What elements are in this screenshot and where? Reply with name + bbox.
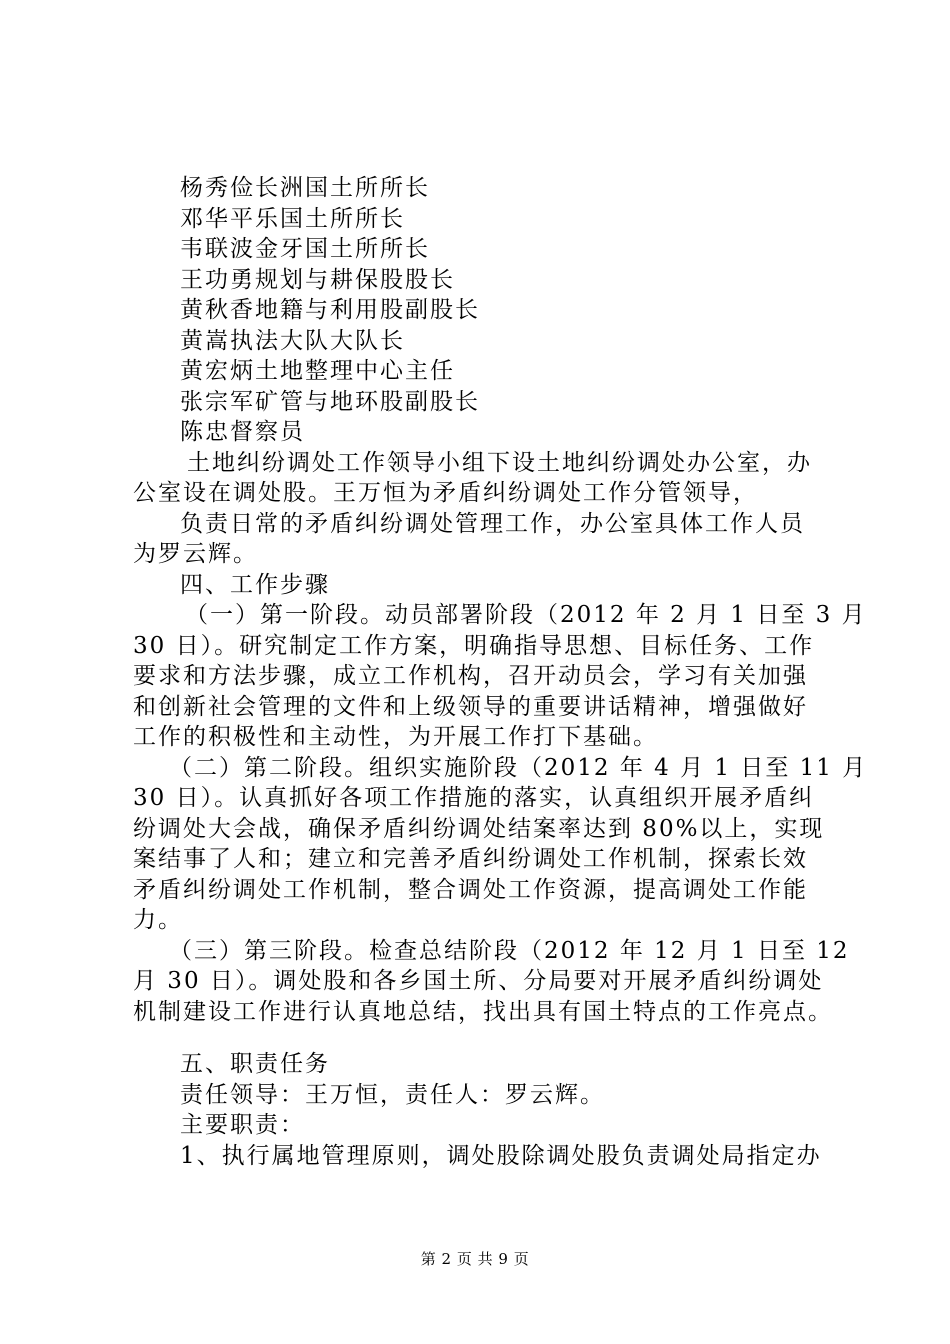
document-body — [133, 173, 868, 1171]
paragraph-line: 案结事了人和；建立和完善矛盾纠纷调处工作机制，探索长效 — [133, 846, 808, 872]
member-line: 黄嵩执法大队大队长 — [180, 327, 405, 354]
member-line: 韦联波金牙国土所所长 — [180, 236, 430, 262]
paragraph-line: 纷调处大会战，确保矛盾纠纷调处结案率达到 80%以上，实现 — [133, 815, 825, 842]
member-line: 张宗军矿管与地环股副股长 — [180, 388, 480, 415]
paragraph-line: （二）第二阶段。组织实施阶段（2012 年 4 月 1 日至 11 月 — [169, 754, 868, 781]
paragraph-line: 公室设在调处股。王万恒为矛盾纠纷调处工作分管领导， — [133, 480, 758, 506]
member-line: 黄宏炳土地整理中心主任 — [180, 358, 455, 384]
paragraph-line: 为罗云辉。 — [133, 541, 258, 567]
paragraph-line: 30 日）。研究制定工作方案，明确指导思想、目标任务、工作 — [133, 632, 815, 659]
page-footer: 第 2 页 共 9 页 — [420, 1250, 530, 1268]
paragraph-line: （一）第一阶段。动员部署阶段（2012 年 2 月 1 日至 3 月 — [185, 602, 867, 628]
paragraph-line: 土地纠纷调处工作领导小组下设土地纠纷调处办公室，办 — [187, 449, 812, 476]
paragraph-gap — [133, 1027, 853, 1049]
paragraph-line: 30 日）。认真抓好各项工作措施的落实，认真组织开展矛盾纠 — [133, 785, 815, 811]
paragraph-line: 1、执行属地管理原则，调处股除调处股负责调处局指定办 — [180, 1142, 822, 1169]
section-heading: 四、工作步骤 — [180, 571, 330, 598]
member-line: 邓华平乐国土所所长 — [180, 205, 405, 232]
member-line: 王功勇规划与耕保股股长 — [180, 266, 455, 293]
paragraph-line: 要求和方法步骤，成立工作机构，召开动员会，学习有关加强 — [133, 663, 808, 689]
paragraph-line: 负责日常的矛盾纠纷调处管理工作，办公室具体工作人员 — [180, 510, 805, 537]
paragraph-line: 力。 — [133, 907, 183, 933]
paragraph-line: 主要职责： — [180, 1112, 305, 1138]
paragraph-line: 和创新社会管理的文件和上级领导的重要讲话精神，增强做好 — [133, 693, 808, 720]
paragraph-line: 矛盾纠纷调处工作机制，整合调处工作资源，提高调处工作能 — [133, 876, 808, 903]
paragraph-line: 工作的积极性和主动性，为开展工作打下基础。 — [133, 724, 658, 750]
member-line: 杨秀俭长洲国土所所长 — [180, 175, 430, 201]
paragraph-line: （三）第三阶段。检查总结阶段（2012 年 12 月 1 日至 12 — [169, 937, 850, 964]
member-line: 陈忠督察员 — [180, 419, 305, 445]
paragraph-line: 月 30 日）。调处股和各乡国土所、分局要对开展矛盾纠纷调处 — [133, 968, 824, 994]
paragraph-line: 责任领导：王万恒，责任人：罗云辉。 — [180, 1081, 605, 1108]
section-heading: 五、职责任务 — [180, 1051, 330, 1077]
member-line: 黄秋香地籍与利用股副股长 — [180, 297, 480, 323]
paragraph-line: 机制建设工作进行认真地总结，找出具有国土特点的工作亮点。 — [133, 998, 833, 1025]
